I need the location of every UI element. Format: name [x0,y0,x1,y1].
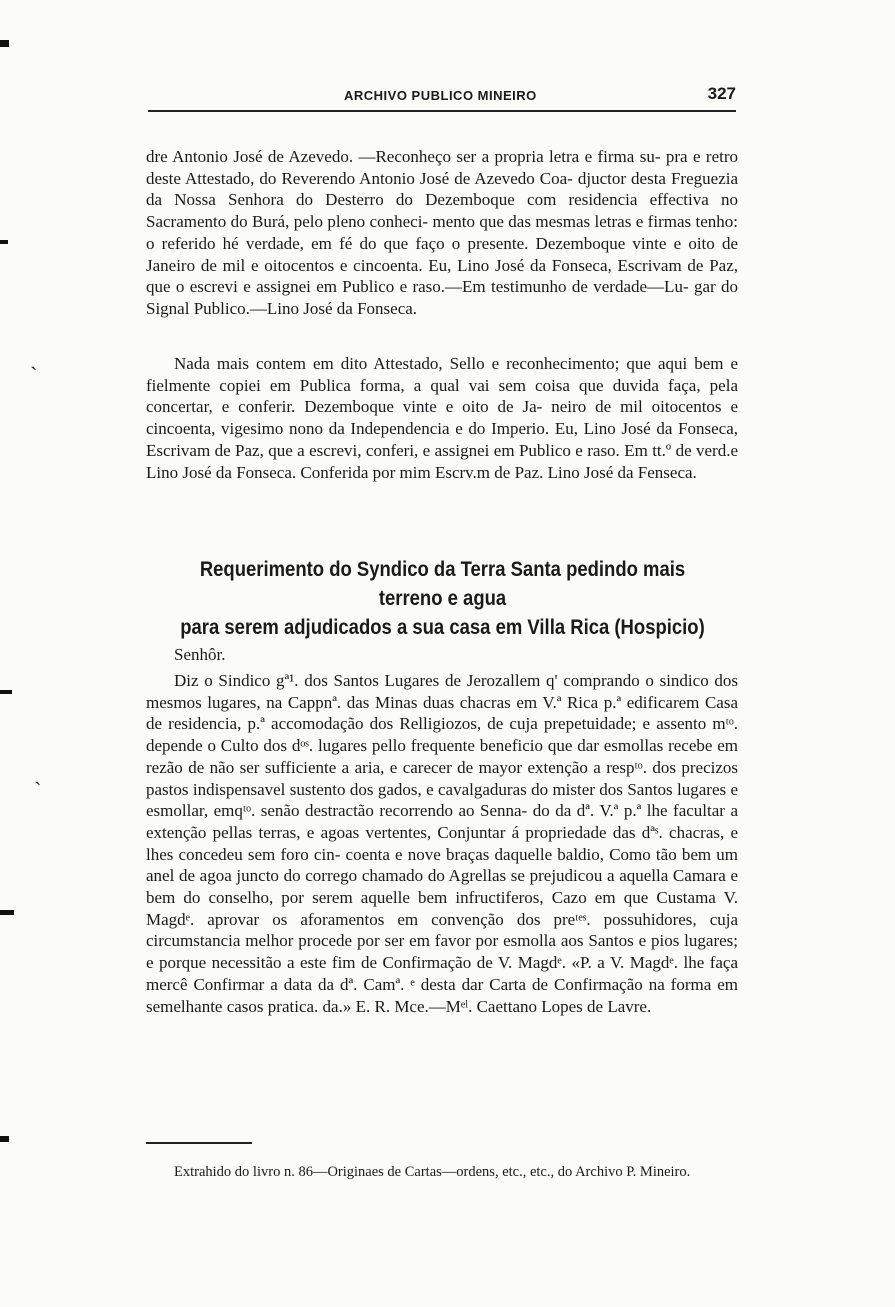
text-line: Conjuntar á propriedade das dªˢ. chacras, e lhes concedeu sem foro cin- [146,822,739,864]
text-line: pello frequente beneficio que dar esmollas recebe em rezão de não ser [146,736,739,777]
text-line: do da dª. V.ª p.ª lhe facultar a extenção pellas terras, e agoas vertentes, [146,801,738,842]
scan-edge-mark [0,1136,9,1142]
text-line: Magdᵉ. aprovar os aforamentos em convenção dos preᵗᵉˢ. possuhidores, [146,909,697,929]
text-line: cuja circumstancia melhor procede por ser em favor por esmolla aos [146,909,739,951]
text-line: Diz o Sindico gª¹. dos Santos Lugares de Jerozallem q' comprando o [174,671,654,690]
text-line: coenta e nove braças daquelle baldio, Como tão bem um anel de agoa juncto [146,844,739,886]
section-title-line: para serem adjudicados a sua casa em Villa Rica (Hospicio) [180,616,705,639]
header-title: ARCHIVO PUBLICO MINEIRO [344,88,537,103]
scan-edge-mark [0,910,14,915]
scan-edge-mark [0,690,12,694]
text-line: Rica p.ª edificarem Casa de residencia, p.ª accomodação dos Relligiozos, [146,692,739,734]
footnote-divider [146,1142,252,1144]
text-line: dre Antonio José de Azevedo. —Reconheço ser a propria letra e firma su- [146,147,661,166]
footnote-line: Extrahido do livro n. 86—Originaes de Cartas—ordens, etc., etc., do [174,1164,573,1180]
text-line: Santos lugares e esmollar, emqᵗᵒ. senão destractão recorrendo ao Senna- [146,779,739,821]
ink-speck: ˏ [34,760,42,785]
text-line: do corrego chamado do Agrellas se prejudicou a aquella Camara e bem do [146,866,738,908]
text-line: conselho, por serem aquelle bem infructiferos, Cazo em que Custama V. [208,888,738,908]
petition-paragraph [146,670,738,1017]
ink-speck: ˏ [30,345,38,370]
text-line: mento que das mesmas letras e firmas tenho: o referido hé verdade, em [146,212,738,253]
text-line: sufficiente a aria, e carecer de mayor extenção a respᵗᵒ. dos precizos [264,757,739,777]
text-line: com residencia effectiva no Sacramento do Burá, pelo pleno conheci- [146,190,738,232]
text-line: duvida faça, pela concertar, e conferir. Dezemboque vinte e oito de Ja- [146,375,738,417]
text-line: Nada mais contem em dito Attestado, Sello e reconhecimento; que [174,354,651,373]
section-title-line: Requerimento do Syndico da Terra Santa pedindo mais terreno e agua [199,558,686,610]
closing-paragraph [146,353,738,483]
scan-edge-mark [0,240,8,244]
text-line: Fonseca. Conferida por mim Escrv.m de Paz. Lino José da Fenseca. [236,462,697,482]
text-line: da.» E. R. Mce.—Mᵉˡ. Caettano Lopes de Lavre. [322,996,652,1016]
text-line: ᵉ desta dar Carta de Confirmação na forma em semelhante casos pratica. [146,974,738,1016]
text-line: pra e retro deste Attestado, do Reverendo Antonio José de Azevedo Coa- [146,147,739,188]
text-line: pastos indispensavel sustento dos gados, e cavalgaduras do mister dos [146,779,623,799]
text-line: djuctor desta Freguezia da Nossa Senhora do Desterro do Dezemboque [146,168,739,210]
running-header [148,84,736,112]
text-line: aqui bem e fielmente copiei em Publica forma, a qual vai sem coisa que [146,354,739,395]
text-line: o escrevi e assignei em Publico e raso.—Em testimunho de verdade—Lu- [175,277,689,297]
footnote [146,1162,738,1182]
continuation-paragraph [146,146,738,320]
text-line: de cuja prepetuidade; e assento mᵗᵒ. depende o Culto dos dᵒˢ. lugares [146,714,738,756]
text-line: fé do que faço o presente. Dezemboque vinte e oito de Janeiro de mil e [146,233,738,275]
text-line: neiro de mil oitocentos e cincoenta, vigesimo nono da Independencia e [146,397,739,439]
text-line: sindico dos mesmos lugares, na Cappnª. das Minas duas chacras em V.ª [146,671,738,712]
text-line: conferi, e assignei em Publico e raso. Em tt.º de verd.e Lino José da [146,440,739,482]
footnote-line: Archivo P. Mineiro. [575,1164,691,1180]
text-line: gar do Signal Publico.—Lino José da Fonseca. [146,277,738,318]
text-line: oitocentos e cincoenta. Eu, Lino José da Fonseca, Escrivam de Paz, que [146,255,738,297]
text-line: do Imperio. Eu, Lino José da Fonseca, Escrivam de Paz, que a escrevi, [146,419,738,460]
salutation: Senhôr. [174,645,226,664]
text-line: Santos e pios lugares; e porque necessitão a este fim de Confirmação de [146,931,738,973]
page-number: 327 [707,84,736,103]
text-line: V. Magdᵉ. «P. a V. Magdᵉ. lhe faça mercê Confirmar a data da dª. Camª. [146,953,739,994]
scan-edge-mark [0,40,9,47]
section-title [168,555,718,642]
